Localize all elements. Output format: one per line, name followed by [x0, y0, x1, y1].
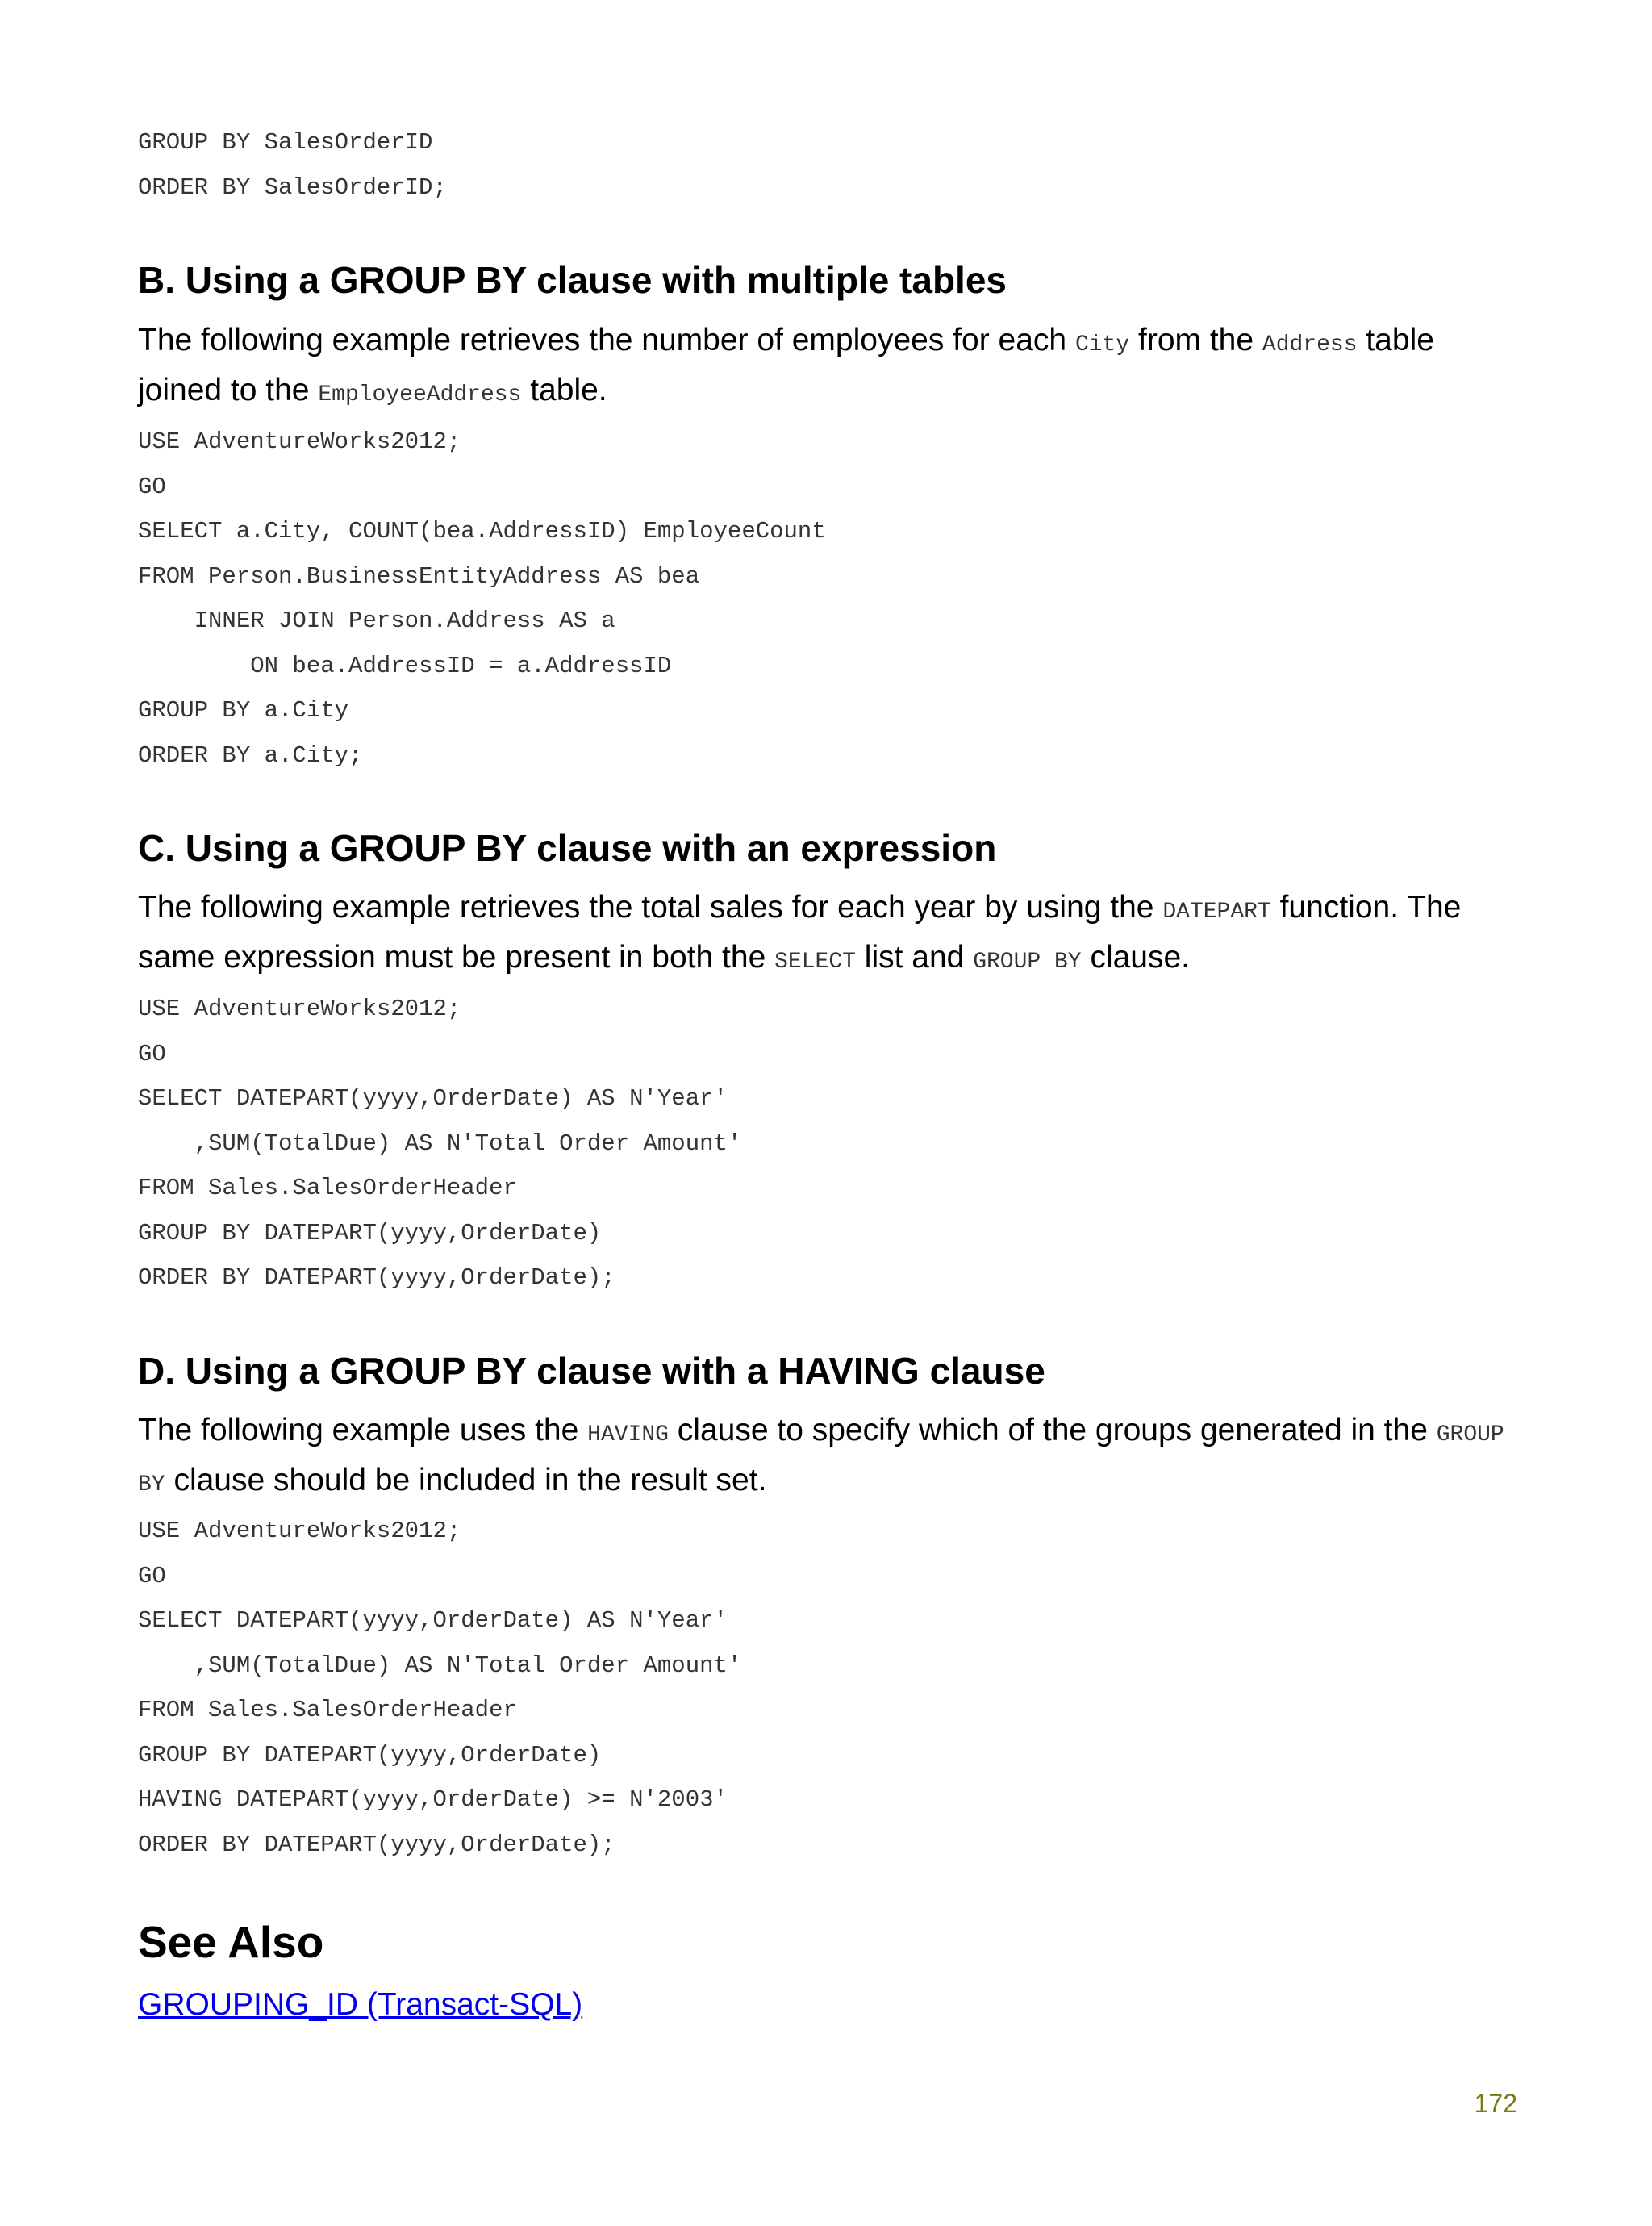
code-line: HAVING DATEPART(yyyy,OrderDate) >= N'2003': [138, 1786, 728, 1813]
code-line: GROUP BY SalesOrderID: [138, 129, 433, 156]
inline-code: GROUP BY: [973, 950, 1082, 975]
code-line: ,SUM(TotalDue) AS N'Total Order Amount': [138, 1652, 742, 1679]
section-b-code-block: [138, 420, 826, 778]
code-line: GROUP BY DATEPART(yyyy,OrderDate): [138, 1741, 602, 1769]
section-c-paragraph: [138, 885, 1525, 985]
code-line: GO: [138, 473, 166, 500]
code-line: SELECT DATEPART(yyyy,OrderDate) AS N'Year': [138, 1085, 728, 1112]
section-d-heading: D. Using a GROUP BY clause with a HAVING clause: [138, 1350, 1045, 1392]
code-line: ON bea.AddressID = a.AddressID: [138, 652, 672, 679]
code-line: FROM Person.BusinessEntityAddress AS bea: [138, 562, 700, 590]
code-line: ORDER BY a.City;: [138, 741, 363, 769]
para-text: clause should be included in the result set.: [165, 1463, 767, 1497]
para-text: The following example retrieves the number of employees for each: [138, 323, 1075, 357]
section-b-heading: B. Using a GROUP BY clause with multiple tables: [138, 259, 1007, 301]
para-text: The following example retrieves the total sales for each year by using the: [138, 890, 1163, 925]
para-text: clause.: [1081, 940, 1191, 975]
para-text: clause to specify which of the groups generated in the: [668, 1413, 1437, 1447]
code-line: USE AdventureWorks2012;: [138, 996, 461, 1022]
section-c-code-block: [138, 987, 741, 1301]
code-line: SELECT DATEPART(yyyy,OrderDate) AS N'Year': [138, 1607, 728, 1634]
code-line: GROUP BY a.City: [138, 697, 349, 724]
para-text: table.: [521, 373, 607, 407]
grouping-id-link[interactable]: GROUPING_ID (Transact-SQL): [138, 1987, 583, 2022]
code-line: ,SUM(TotalDue) AS N'Total Order Amount': [138, 1130, 742, 1157]
code-line: ORDER BY DATEPART(yyyy,OrderDate);: [138, 1831, 615, 1858]
para-text: list and: [855, 940, 974, 975]
section-b-paragraph: [138, 318, 1525, 418]
section-d-paragraph: [138, 1408, 1525, 1508]
inline-code: EmployeeAddress: [318, 382, 522, 407]
code-line: ORDER BY DATEPART(yyyy,OrderDate);: [138, 1264, 615, 1291]
code-line: FROM Sales.SalesOrderHeader: [138, 1697, 517, 1723]
code-line: INNER JOIN Person.Address AS a: [138, 608, 615, 634]
see-also-heading: See Also: [138, 1917, 324, 1967]
code-line: FROM Sales.SalesOrderHeader: [138, 1175, 517, 1201]
code-line: USE AdventureWorks2012;: [138, 1518, 461, 1544]
code-line: SELECT a.City, COUNT(bea.AddressID) EmployeeCount: [138, 518, 826, 545]
inline-code: City: [1074, 332, 1130, 357]
section-c-heading: C. Using a GROUP BY clause with an expression: [138, 827, 997, 869]
section-d-code-block: [138, 1509, 741, 1867]
para-text: table joined to the: [138, 323, 1434, 407]
para-text: The following example uses the: [138, 1413, 588, 1447]
inline-code: SELECT: [774, 950, 856, 975]
code-line: GROUP BY DATEPART(yyyy,OrderDate): [138, 1219, 602, 1247]
code-line: ORDER BY SalesOrderID;: [138, 173, 447, 201]
para-text: function. The same expression must be present in both the: [138, 890, 1462, 975]
inline-code: Address: [1262, 332, 1358, 357]
page-number: 172: [1474, 2089, 1517, 2118]
inline-code: DATEPART: [1162, 900, 1271, 925]
inline-code: HAVING: [587, 1422, 669, 1447]
para-text: from the: [1129, 323, 1262, 357]
code-line: USE AdventureWorks2012;: [138, 428, 461, 455]
inline-code: GROUP BY: [138, 1422, 1504, 1497]
code-line: GO: [138, 1562, 166, 1589]
top-code-block: [138, 120, 447, 210]
code-line: GO: [138, 1040, 166, 1067]
